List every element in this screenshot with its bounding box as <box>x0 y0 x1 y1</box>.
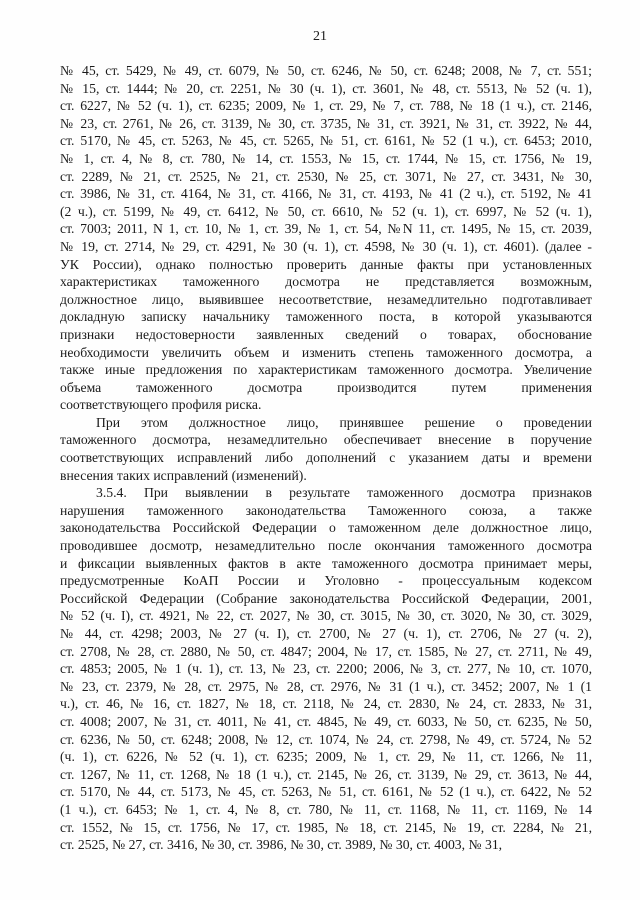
text-line: (1 ч.), ст. 6453; № 1, ст. 4, № 8, ст. 780, № 11, ст. 1168, № 11, ст. 1169, № 14 <box>60 801 592 817</box>
text-line: № 45, ст. 5429, № 49, ст. 6079, № 50, ст. 6246, № 50, ст. 6248; 2008, № 7, ст. 551; <box>60 63 592 78</box>
text-line: Российской Федерации (Собрание законодательства Российской Федерации, 2001, <box>60 590 592 606</box>
text-line: соответствующих исправлений либо дополнений с указанием даты и времени <box>60 450 592 466</box>
text-line: докладную записку начальнику таможенного поста, в которой указываются <box>60 309 592 325</box>
text-line: (2 ч.), ст. 5199, № 49, ст. 6412, № 50, ст. 6610, № 52 (ч. 1), ст. 6997, № 52 (ч. 1), <box>60 203 592 219</box>
text-line: ст. 2289, № 21, ст. 2525, № 21, ст. 2530, № 25, ст. 3071, № 27, ст. 3431, № 30, <box>60 168 592 184</box>
text-line: необходимости увеличить объем и изменить степень таможенного досмотра, а <box>60 344 592 360</box>
text-line: ст. 2525, № 27, ст. 3416, № 30, ст. 3986, № 30, ст. 3989, № 30, ст. 4003, № 31, <box>60 837 503 853</box>
text-line: При этом должностное лицо, принявшее решение о проведении <box>96 414 592 430</box>
text-line: ст. 7003; 2011, N 1, ст. 10, № 1, ст. 39, № 1, ст. 54, №N 11, ст. 1495, № 15, ст. 2039, <box>60 221 592 237</box>
text-line: ч.), ст. 46, № 16, ст. 1827, № 18, ст. 2118, № 24, ст. 2830, № 24, ст. 2833, № 31, <box>60 696 592 712</box>
text-line: соответствующего профиля риска. <box>60 397 262 413</box>
text-line: объема таможенного досмотра производится путем применения <box>60 379 592 395</box>
text-line: ст. 3986, № 31, ст. 4164, № 31, ст. 4166, № 31, ст. 4193, № 41 (2 ч.), ст. 5192, № 41 <box>60 186 592 202</box>
text-line: должностное лицо, выявившее несоответствие, незамедлительно подготавливает <box>60 291 592 307</box>
text-line: ст. 2708, № 28, ст. 2880, № 50, ст. 4847; 2004, № 17, ст. 1585, № 27, ст. 2711, № 49, <box>60 643 592 659</box>
text-line: № 52 (ч. I), ст. 4921, № 22, ст. 2027, № 30, ст. 3015, № 30, ст. 3020, № 30, ст. 3029, <box>60 608 592 624</box>
text-line: ст. 1267, № 11, ст. 1268, № 18 (1 ч.), ст. 2145, № 26, ст. 3139, № 29, ст. 3613, № 44, <box>60 766 592 782</box>
text-line: законодательства Российской Федерации о таможенном деле должностное лицо, <box>60 520 592 536</box>
text-line: характеристиках таможенного досмотра не представляется возможным, <box>60 274 592 290</box>
text-line: № 23, ст. 2761, № 26, ст. 3139, № 30, ст. 3735, № 31, ст. 3921, № 31, ст. 3922, № 44, <box>60 115 592 131</box>
text-line: внесения таких исправлений (изменений). <box>60 467 307 483</box>
text-line: № 15, ст. 1444; № 20, ст. 2251, № 30 (ч. 1), ст. 3601, № 48, ст. 5513, № 52 (ч. 1), <box>60 80 592 96</box>
text-line: № 19, ст. 2714, № 29, ст. 4291, № 30 (ч. 1), ст. 4598, № 30 (ч. 1), ст. 4601). (далее - <box>60 238 592 254</box>
paragraph <box>60 484 592 853</box>
text-line: нарушения таможенного законодательства Таможенного союза, а также <box>60 502 592 518</box>
text-line: ст. 4008; 2007, № 31, ст. 4011, № 41, ст. 4845, № 49, ст. 6033, № 50, ст. 6235, № 50, <box>60 713 592 729</box>
text-line: ст. 4853; 2005, № 1 (ч. 1), ст. 13, № 23, ст. 2200; 2006, № 3, ст. 277, № 10, ст. 1070, <box>60 661 592 677</box>
text-line: таможенного досмотра, незамедлительно обеспечивает внесение в поручение <box>60 432 592 448</box>
text-line: предусмотренные КоАП России и Уголовно - процессуальным кодексом <box>60 573 592 589</box>
text-line: № 44, ст. 4298; 2003, № 27 (ч. I), ст. 2700, № 27 (ч. 1), ст. 2706, № 27 (ч. 2), <box>60 626 592 641</box>
text-line: и фиксации выявленных фактов в акте таможенного досмотра принимает меры, <box>60 555 592 571</box>
document-body <box>60 62 592 854</box>
page-number: 21 <box>313 29 327 44</box>
text-line: 3.5.4. При выявлении в результате таможенного досмотра признаков <box>96 485 592 501</box>
paragraph <box>60 414 592 484</box>
text-line: ст. 6236, № 50, ст. 6248; 2008, № 12, ст. 1074, № 24, ст. 2798, № 49, ст. 5724, № 52 <box>60 731 592 747</box>
text-line: ст. 5170, № 45, ст. 5263, № 45, ст. 5265, № 51, ст. 6161, № 52 (1 ч.), ст. 6453; 2010, <box>60 133 592 149</box>
text-line: ст. 6227, № 52 (ч. 1), ст. 6235; 2009, № 1, ст. 29, № 7, ст. 788, № 18 (1 ч.), ст. 2146, <box>60 98 592 114</box>
text-line: ст. 1552, № 15, ст. 1756, № 17, ст. 1985, № 18, ст. 2145, № 19, ст. 2284, № 21, <box>60 819 592 835</box>
paragraph <box>60 62 592 414</box>
text-line: (ч. 1), ст. 6226, № 52 (ч. 1), ст. 6235; 2009, № 1, ст. 29, № 11, ст. 1266, № 11, <box>60 749 592 765</box>
text-line: также иные предложения по характеристикам таможенного досмотра. Увеличение <box>60 362 592 378</box>
text-line: ст. 5170, № 44, ст. 5173, № 45, ст. 5263, № 51, ст. 6161, № 52 (1 ч.), ст. 6422, № 52 <box>60 784 592 800</box>
text-line: проводившее досмотр, незамедлительно после окончания таможенного досмотра <box>60 538 592 554</box>
text-line: № 1, ст. 4, № 8, ст. 780, № 14, ст. 1553, № 15, ст. 1744, № 15, ст. 1756, № 19, <box>60 150 592 166</box>
text-line: № 23, ст. 2379, № 28, ст. 2975, № 28, ст. 2976, № 31 (1 ч.), ст. 3452; 2007, № 1 (1 <box>60 678 592 694</box>
text-line: признаки недостоверности заявленных сведений о товарах, обоснование <box>60 326 592 342</box>
text-line: УК России), однако полностью проверить данные факты при установленных <box>60 256 592 272</box>
